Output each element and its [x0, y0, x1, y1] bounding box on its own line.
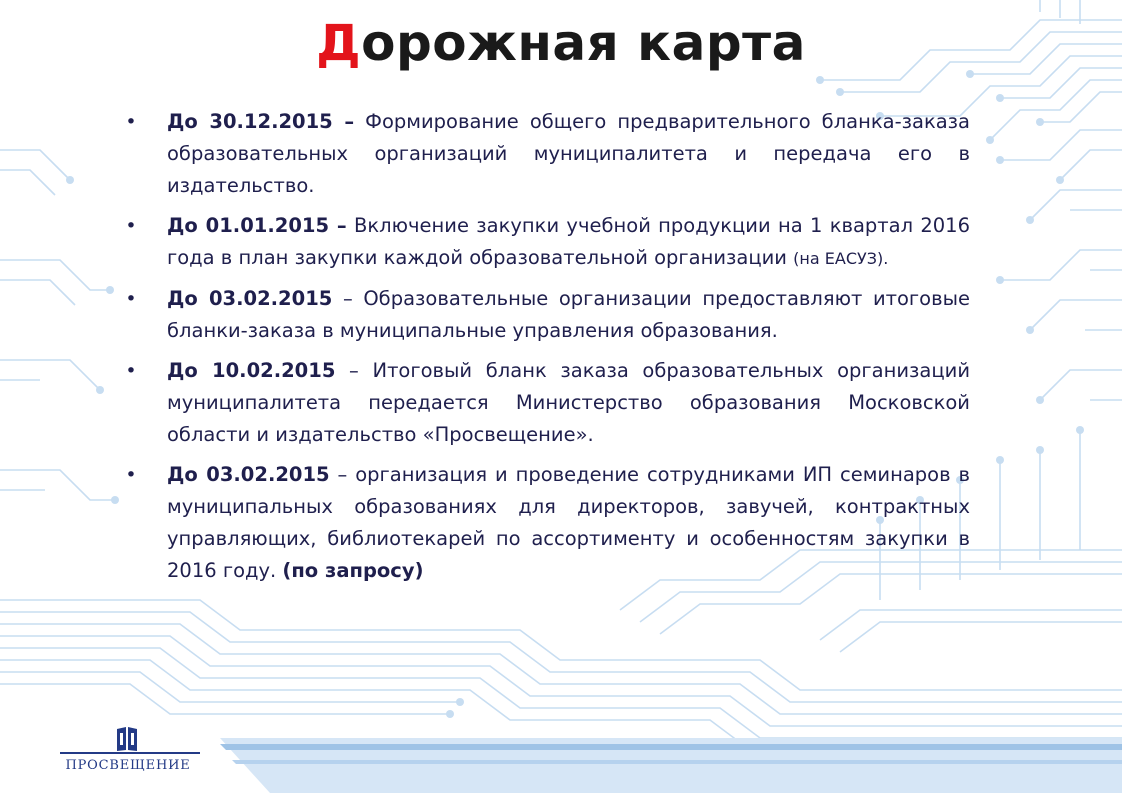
item-text: Формирование общего предварительного бланка-заказа образовательных организаций муниципалитета и передача его в издательство. [167, 110, 970, 197]
item-date: До 01.01.2015 – [167, 214, 347, 237]
roadmap-content [120, 106, 970, 595]
item-date: До 10.02.2015 [167, 359, 336, 382]
title-first-letter: Д [316, 14, 362, 72]
list-item [120, 283, 970, 347]
list-item [120, 210, 970, 275]
page-title [0, 8, 1122, 78]
item-note: (на ЕАСУЗ). [793, 249, 889, 268]
item-text: – организация и проведение сотрудниками ИП семинаров в муниципальных образованиях для директоров, завучей, контрактных управляющих, библиотекарей по ассортименту и особенностям закупки в 2016 году. [167, 463, 970, 582]
item-text: – Образовательные организации предоставляют итоговые бланки-заказа в муниципальные управления образования. [167, 287, 970, 342]
item-date: До 03.02.2015 [167, 463, 330, 486]
item-date: До 30.12.2015 – [167, 110, 355, 133]
bullet-icon: • [125, 288, 137, 310]
list-item [120, 459, 970, 587]
item-date: До 03.02.2015 [167, 287, 333, 310]
book-logo-icon [115, 726, 139, 752]
publisher-logo [58, 726, 198, 782]
list-item [120, 355, 970, 451]
bullet-icon: • [125, 215, 137, 237]
logo-text: ПРОСВЕЩЕНИЕ [65, 758, 191, 773]
bullet-icon: • [125, 464, 137, 486]
item-suffix: (по запросу) [282, 559, 424, 582]
bullet-icon: • [125, 360, 137, 382]
roadmap-list [120, 106, 970, 587]
title-rest: орожная карта [361, 14, 806, 72]
bullet-icon: • [125, 111, 137, 133]
item-text: Включение закупки учебной продукции на 1 квартал 2016 года в план закупки каждой образовательной организации [167, 214, 970, 269]
item-text: – Итоговый бланк заказа образовательных организаций муниципалитета передается Министерство образования Московской области и издательство «Просвещение». [167, 359, 970, 446]
list-item [120, 106, 970, 202]
